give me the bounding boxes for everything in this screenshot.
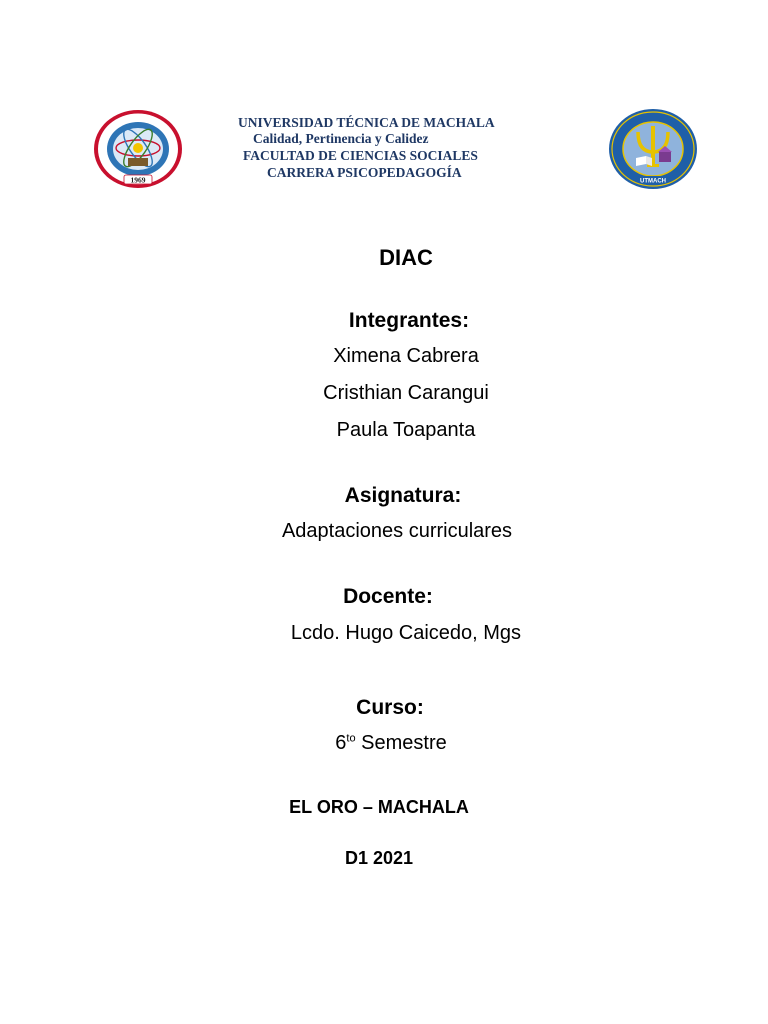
course-number: 6 <box>335 732 347 754</box>
career-logo-bottom-text: UTMACH <box>640 178 666 185</box>
subject-name: Adaptaciones curriculares <box>281 520 513 542</box>
course-ordinal: to <box>346 732 356 745</box>
utmach-university-seal-icon <box>90 106 186 192</box>
course-semester: Semestre <box>361 732 447 754</box>
member-name: Ximena Cabrera <box>333 345 479 367</box>
university-motto: Calidad, Pertinencia y Calidez <box>253 131 429 146</box>
subject-label: Asignatura: <box>344 484 462 507</box>
course-label: Curso: <box>356 696 424 719</box>
career-logo <box>608 108 698 195</box>
member-name: Cristhian Carangui <box>323 382 489 404</box>
university-name: UNIVERSIDAD TÉCNICA DE MACHALA <box>238 115 495 130</box>
psicopedagogia-career-logo-icon <box>608 108 698 190</box>
location-line: EL ORO – MACHALA <box>289 797 469 817</box>
document-title: DIAC <box>379 245 433 270</box>
faculty-name: FACULTAD DE CIENCIAS SOCIALES <box>243 148 478 163</box>
university-seal-logo <box>90 106 186 197</box>
career-name: CARRERA PSICOPEDAGOGÍA <box>267 165 462 180</box>
teacher-label: Docente: <box>343 585 433 608</box>
course-value <box>0 732 768 755</box>
period-line: D1 2021 <box>344 848 414 868</box>
members-label: Integrantes: <box>348 309 470 332</box>
seal-year: 1969 <box>130 175 146 185</box>
member-name: Paula Toapanta <box>336 419 476 441</box>
teacher-name: Lcdo. Hugo Caicedo, Mgs <box>290 622 522 644</box>
